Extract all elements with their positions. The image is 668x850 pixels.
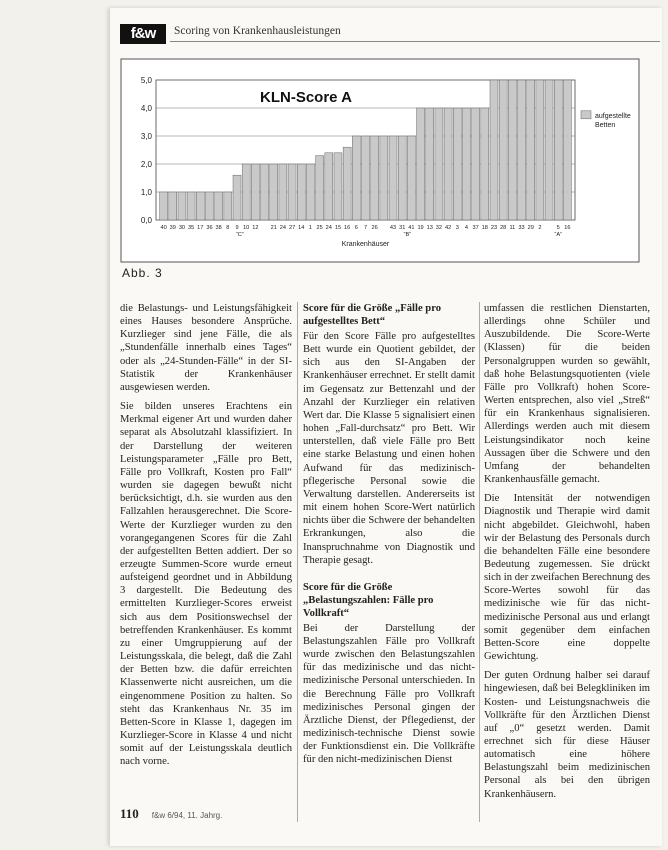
bar: [417, 108, 425, 220]
x-tick-label: 28: [500, 225, 507, 231]
section-heading: Score für die Größe „Fälle pro aufgestelltes Bett“: [303, 303, 441, 327]
bar: [435, 108, 443, 220]
x-tick-label: 25: [316, 225, 323, 231]
x-tick-label: 2: [538, 225, 542, 231]
text-column-3: [484, 302, 650, 807]
bar: [178, 192, 186, 220]
x-tick-label: 7: [363, 225, 368, 231]
footer-source: f&w 6/94, 11. Jahrg.: [151, 811, 223, 820]
x-tick-label: 18: [481, 225, 488, 231]
bar: [279, 164, 287, 220]
y-tick-label: 3,0: [140, 132, 152, 141]
x-tick-label: 26: [371, 225, 378, 231]
x-tick-label: 35: [188, 225, 195, 231]
text-column-1: [120, 302, 292, 774]
chart-title: KLN-Score A: [260, 89, 352, 106]
x-tick-label: 39: [169, 225, 176, 231]
running-title: Scoring von Krankenhausleistungen: [174, 25, 341, 37]
page-footer: [120, 806, 222, 822]
bar: [453, 108, 461, 220]
x-tick-label: 36: [206, 225, 213, 231]
bar: [490, 80, 498, 220]
x-tick-label: 16: [344, 225, 351, 231]
bar: [297, 164, 305, 220]
bar: [196, 192, 204, 220]
x-tick-label: 23: [490, 225, 498, 231]
x-tick-label: 33: [518, 225, 525, 231]
x-tick-label: 4: [464, 225, 469, 231]
y-tick-label: 0,0: [140, 216, 152, 225]
x-tick-label: 15: [334, 225, 342, 231]
bar: [261, 164, 269, 220]
x-tick-label: 11: [509, 225, 516, 231]
bar: [224, 192, 232, 220]
bar: [288, 164, 296, 220]
x-tick-label: 5: [556, 225, 560, 231]
x-tick-label: 27: [288, 225, 296, 231]
x-tick-label: 9: [235, 225, 239, 231]
x-tick-label: 14: [298, 225, 305, 231]
bar: [251, 164, 259, 220]
x-tick-label: 12: [252, 225, 259, 231]
paragraph: Für den Score Fälle pro aufgestelltes Bett wurde ein Quotient gebildet, der sich aus den SI-Angaben der Krankenhäuser errechnet. Er stellt damit im Gegensatz zur Bettenzahl und der Anzahl der Kurzlieger ein relativen Wert dar. Die Klasse 5 signalisiert einen hohen „Fall-durchsatz“ pro Bett. Wir unterstellen, daß viele Fälle pro Bett eine starke Belastung und einen hohen Aufwand für das medizinisch-pflegerische Personal sowie die Verwaltung darstellen. Andererseits ist mit einem hohen Score-Wert natürlich nichts über die Schwere der behandelten Erkrankungen, also die Inanspruchnahme von Diagnostik und Therapie gesagt.: [303, 331, 475, 566]
x-tick-label: 38: [215, 225, 222, 231]
x-tick-label: 31: [399, 225, 406, 231]
x-tick-label: 40: [160, 225, 167, 231]
text-column-2: [303, 302, 475, 773]
bar: [242, 164, 250, 220]
bar: [545, 80, 553, 220]
paragraph: Der guten Ordnung halber sei darauf hingewiesen, daß bei Belegkliniken im Kosten- und Leistungsnachweis die Vollkräfte für den Ärztlichen Dienst auf „0“ gesetzt werden. Damit errechnet sich für diese Häuser automatisch eine höhere Belastungszahl beim medizinischen Personal als bei den übrigen Krankenhäusern.: [484, 670, 650, 800]
x-tick-label: 13: [426, 225, 433, 231]
bar: [334, 153, 342, 220]
bar: [205, 192, 213, 220]
paragraph: Sie bilden unseres Erachtens ein Merkmal eigener Art und wurden daher separat als Absolutzahl klassifiziert. In der Darstellung der weiteren Leistungsparameter „Fälle pro Bett, Fälle pro Vollkraft, Kosten pro Fall“ wurden sie dagegen bewußt nicht berücksichtigt, d.h. sie wurden aus den Fallzahlen herausgerechnet. Die Score-Werte der Kurzlieger wurden zu den vorangegangenen Scores für die Zahl der aufgestellten Betten addiert. Der so erzeugte Summen-Score wurde erneut aufsteigend geordnet und in Abbildung 3 dargestellt. Die Bedeutung des ermittelten Kurzlieger-Scores erweist sich aus dem Positionswechsel der betreffenden Krankenhäuser. Es kommt zu einer Umgruppierung auf der Leistungsskala, die belegt, daß die Zahl der Betten bzw. die dafür erreichten Klassenwerte nicht ausreichen, um die eingenommene Position zu halten. So steht das Krankenhaus Nr. 35 im Betten-Score in Klasse 1, dagegen im Kurzlieger-Score in Klasse 4 und nicht somit auf der Leistungsskala deutlich nach vorne.: [120, 401, 292, 768]
bar: [499, 80, 507, 220]
x-axis-label: Krankenhäuser: [341, 241, 390, 248]
x-tick-label: 10: [243, 225, 250, 231]
bar: [518, 80, 526, 220]
bar: [169, 192, 177, 220]
paragraph: Bei der Darstellung der Belastungszahlen Fälle pro Vollkraft wurde zwischen den Belastungszahlen für das medizinische und das nicht-medizinische Personal unterschieden. In die Berechnung Fälle pro Vollkraft medizinisches Personal gingen der Ärztliche Dienst, der Pflegedienst, der medizinisch-technische Dienst sowie der Funktionsdienst ein. Die Vollkräfte für den nicht-medizinischen Dienst: [303, 622, 475, 766]
group-label: “B”: [403, 232, 412, 238]
bar: [380, 136, 388, 220]
bar: [233, 175, 241, 220]
bar: [389, 136, 397, 220]
x-tick-label: 32: [435, 225, 443, 231]
x-tick-label: 30: [178, 225, 186, 231]
y-tick-label: 1,0: [140, 188, 152, 197]
bar: [306, 164, 314, 220]
bar: [270, 164, 278, 220]
bar: [343, 147, 351, 220]
x-tick-label: 24: [279, 225, 287, 231]
column-rule: [297, 302, 298, 822]
x-tick-label: 29: [527, 225, 534, 231]
paragraph: umfassen die restlichen Dienstarten, allerdings ohne Schüler und Auszubildende. Die Score-Werte (Klassen) für die beiden Personalgruppen wurden so gewählt, daß hohe Belastungsquotienten (viele Fälle pro Vollkraft) hohen Score-Werten entsprechen, also viel „Streß“ für ein Krankenhaus signalisieren. Allerdings werden auch mit diesem Leistungsindikator noch keine Aussagen über die Schwere und den Umfang der behandelten Krankenhausfälle gemacht.: [484, 303, 650, 486]
paragraph: die Belastungs- und Leistungsfähigkeit eines Hauses besondere Ansprüche. Kurzlieger sind jene Fälle, die als „Stundenfälle innerhalb eines Tages“ oder als „24-Stunden-Fälle“ in der SI-Statistik der Krankenhäuser ausgewiesen werden.: [120, 303, 292, 393]
header-rule: [170, 41, 660, 42]
bar: [536, 80, 544, 220]
section-heading: Score für die Größe „Belastungszahlen: Fälle pro Vollkraft“: [303, 581, 434, 619]
x-tick-label: 41: [408, 225, 415, 231]
x-tick-label: 37: [472, 225, 479, 231]
y-tick-label: 2,0: [140, 160, 152, 169]
bar: [362, 136, 370, 220]
group-label: “C”: [235, 232, 244, 238]
page-number: 110: [120, 806, 139, 821]
x-tick-label: 17: [197, 225, 204, 231]
x-tick-label: 21: [270, 225, 277, 231]
bar: [160, 192, 168, 220]
x-tick-label: 42: [444, 225, 452, 231]
bar: [398, 136, 406, 220]
bar: [444, 108, 452, 220]
bar: [527, 80, 535, 220]
x-tick-label: 43: [389, 225, 397, 231]
legend-swatch: [581, 111, 591, 119]
bar: [481, 108, 489, 220]
legend-label: aufgestellte Betten: [595, 112, 631, 129]
bar: [352, 136, 360, 220]
bar: [316, 156, 324, 220]
journal-logo: f&w: [120, 24, 166, 44]
running-header: [120, 24, 660, 46]
x-tick-label: 8: [226, 225, 230, 231]
x-tick-label: 3: [455, 225, 459, 231]
bar: [508, 80, 516, 220]
bar: [187, 192, 195, 220]
bar: [554, 80, 562, 220]
figure-label: Abb. 3: [122, 266, 163, 280]
x-tick-label: 1: [308, 225, 312, 231]
bar-chart: [120, 58, 640, 263]
group-label: “A”: [554, 232, 562, 238]
x-tick-label: 6: [354, 225, 358, 231]
bar: [426, 108, 434, 220]
bar: [215, 192, 223, 220]
x-tick-label: 24: [325, 225, 332, 231]
bar: [472, 108, 480, 220]
paragraph: Die Intensität der notwendigen Diagnostik und Therapie wird damit nicht abgebildet. Gleichwohl, haben wir der Belastung des Personals durch die behandelten Fälle eine besondere Bedeutung zugemessen. Sie drückt sich in der zweifachen Berechnung des Score-Wertes sowohl für das medizinische wie für das nicht-medizinische Personal aus und erlangt somit gegenüber dem einfachen Betten-Score eine doppelte Gewichtung.: [484, 493, 650, 663]
bar: [325, 153, 333, 220]
bar: [407, 136, 415, 220]
bar: [563, 80, 571, 220]
bar: [462, 108, 470, 220]
figure-chart: [120, 58, 640, 263]
x-tick-label: 16: [564, 225, 571, 231]
column-rule: [479, 302, 480, 822]
x-tick-label: 19: [417, 225, 424, 231]
y-tick-label: 4,0: [140, 104, 152, 113]
y-tick-label: 5,0: [140, 76, 152, 85]
bar: [371, 136, 379, 220]
